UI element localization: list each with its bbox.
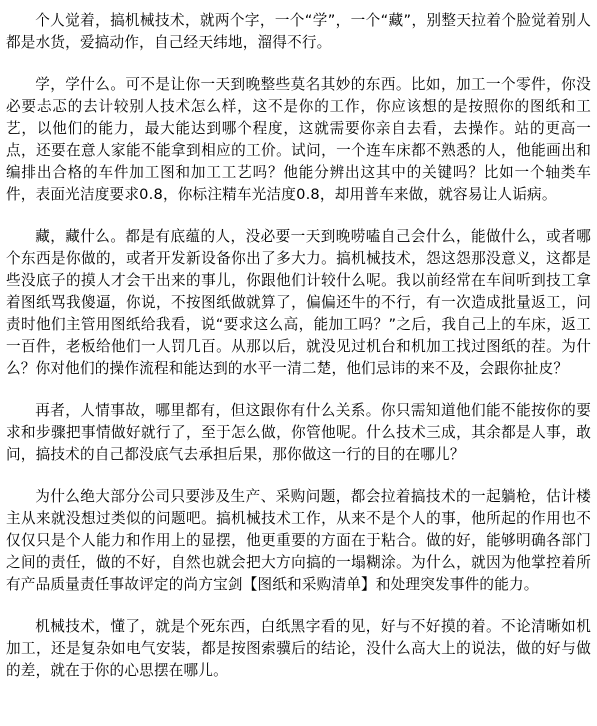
paragraph-conclusion: 机械技术，懂了，就是个死东西，白纸黑字看的见，好与不好摸的着。不论清晰如机加工，还是复杂如电气安装，都是按图索骥后的结论，没什么高大上的说法，做的好与做的差，就在于你的心思摆在哪儿。 (6, 618, 591, 679)
paragraph-learn: 学，学什么。可不是让你一天到晚整些莫名其妙的东西。比如，加工一个零件，你没必要忐忑的去计较别人技术怎么样，这不是你的工作，你应该想的是按照你的图纸和工艺，以他们的能力，最大能达到哪个程度，这就需要你亲自去看，去操作。站的更高一点，还要在意人家能不能拿到相应的工价。试问，一个连车床都不熟悉的人，他能画出和编排出合格的车件加工图和加工工艺吗？他能分辨出这其中的关键吗？比如一个轴类车件，表面光洁度要求0.8，你标注精车光洁度0.8，却用普车来做，就容易让人诟病。 (6, 76, 591, 203)
paragraph-responsibility: 为什么绝大部分公司只要涉及生产、采购问题，都会拉着搞技术的一起躺枪，估计楼主从来就没想过类似的问题吧。搞机械技术工作，从来不是个人的事，他所起的作用也不仅仅只是个人能力和作用上的显摆，他更重要的方面在于粘合。做的好，能够明确各部门之间的责任，做的不好，自然也就会把大方向搞的一塌糊涂。为什么，就因为他掌控着所有产品质量责任事故评定的尚方宝剑【图纸和采购清单】和处理突发事件的能力。 (6, 488, 591, 593)
paragraph-hide: 藏，藏什么。都是有底蕴的人，没必要一天到晚唠嗑自己会什么，能做什么，或者哪个东西是你做的，或者开发新设备你出了多大力。搞机械技术，怨这怨那没意义，这都是些没底子的摸人才会干出来的事儿，你跟他们计较什么呢。我以前经常在车间听到技工拿着图纸骂我傻逼，你说，不按图纸做就算了，偏偏还牛的不行，有一次造成批量返工，问责时他们主管用图纸给我看，说“要求这么高，能加工吗？”之后，我自己上的车床，返工一百件，老板给他们一人罚几百。从那以后，就没见过机台和机加工找过图纸的茬。为什么？你对他们的操作流程和能达到的水平一清二楚，他们忌讳的来不及，会跟你扯皮？ (6, 228, 591, 377)
paragraph-relations: 再者，人情事故，哪里都有，但这跟你有什么关系。你只需知道他们能不能按你的要求和步骤把事情做好就行了，至于怎么做，你管他呢。什么技术三成，其余都是人事，敢问，搞技术的自己都没底气去承担后果，那你做这一行的目的在哪儿？ (6, 402, 591, 463)
paragraph-intro: 个人觉着，搞机械技术，就两个字，一个“学”，一个“藏”，别整天拉着个脸觉着别人都是水货，爱搞动作，自己经天纬地，溜得不行。 (6, 12, 591, 51)
